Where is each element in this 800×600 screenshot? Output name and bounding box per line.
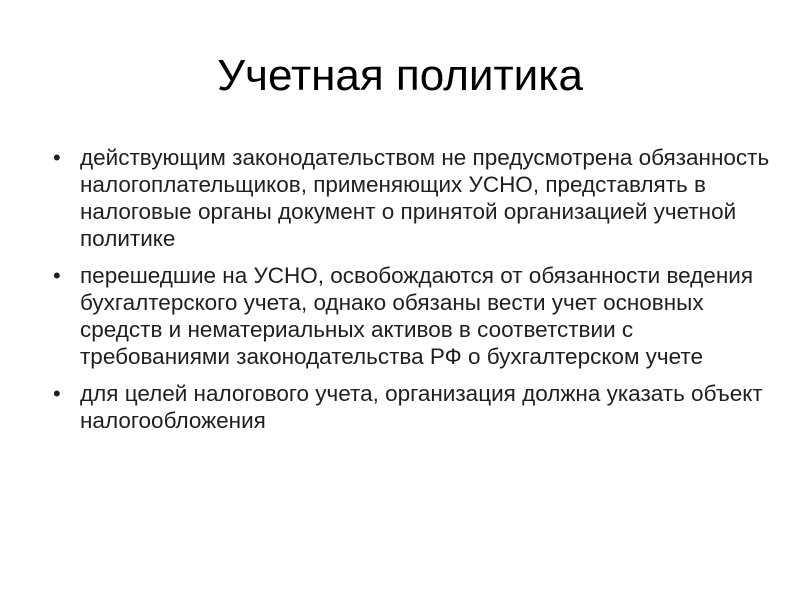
bullet-dot-icon: • [53,263,61,288]
bullet-text: перешедшие на УСНО, освобождаются от обязанности ведения бухгалтерского учета, однако обязаны вести учет основных средств и нематериальных активов в соответствии с требованиями законодательства РФ о бухгалтерском учете [80,263,754,369]
bullet-item [50,380,770,434]
bullet-text: для целей налогового учета, организация должна указать объект налогообложения [80,381,763,433]
bullet-text: действующим законодательством не предусмотрена обязанность налогоплательщиков, применяющих УСНО, представлять в налоговые органы документ о принятой организацией учетной политике [80,145,770,251]
bullet-item [50,144,770,252]
bullet-dot-icon: • [53,145,61,170]
bullet-dot-icon: • [53,381,61,406]
bullet-list [50,144,770,444]
bullet-item [50,262,770,370]
slide-title: Учетная политика [217,51,583,100]
